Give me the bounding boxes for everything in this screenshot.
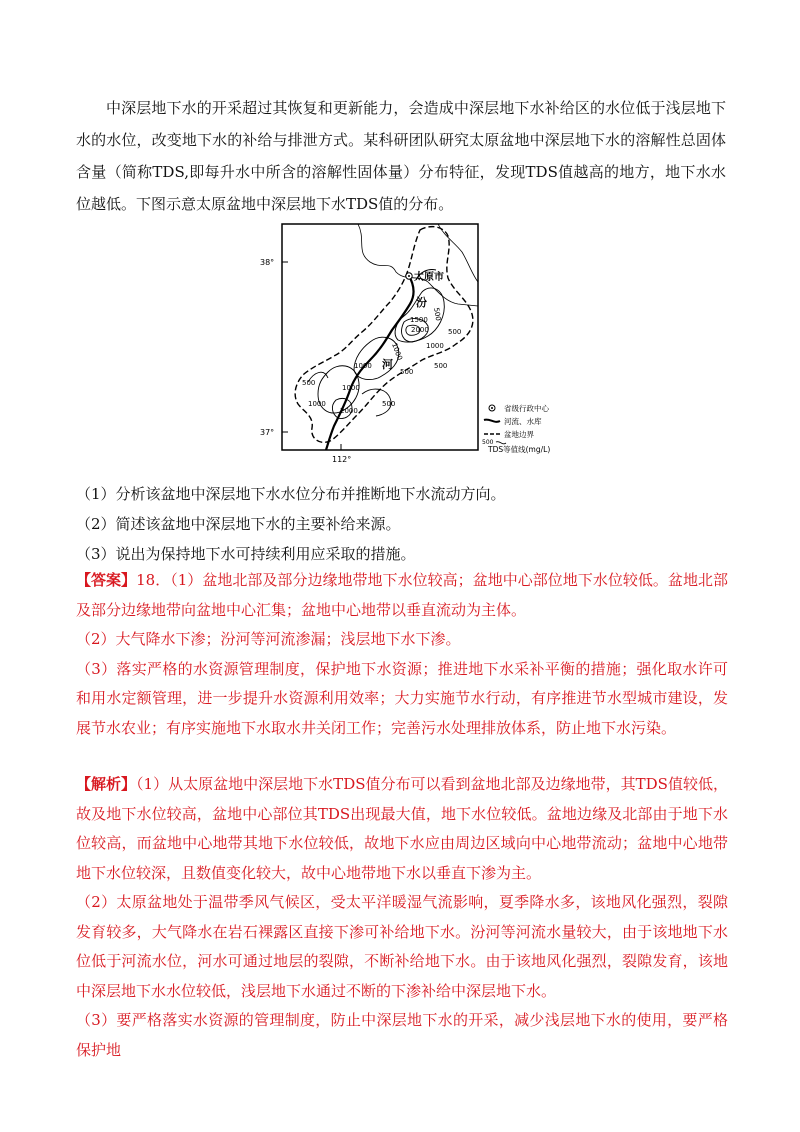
analysis-part-3: （3）要严格落实水资源的管理制度，防止中深层地下水的开采，减少浅层地下水的使用，要严格保护地 bbox=[76, 1011, 728, 1059]
contour-label: 500 bbox=[448, 328, 462, 336]
lon-label: 112° bbox=[332, 455, 352, 464]
contour-label: 1000 bbox=[354, 362, 372, 370]
region-line-northeast bbox=[438, 224, 478, 282]
legend-river-icon bbox=[484, 420, 500, 422]
answer-part-3: （3）落实严格的水资源管理制度，保护地下水资源；推进地下水采补平衡的措施；强化取水许可和用水定额管理，进一步提升水资源利用效率；大力实施节水行动，有序推进节水型城市建设，发展节水农业；有序实施地下水取水井关闭工作；完善污水处理排放体系，防止地下水污染。 bbox=[76, 659, 728, 737]
map-legend bbox=[482, 403, 550, 454]
contour-label: 1500 bbox=[410, 316, 428, 324]
legend-capital-label: 省级行政中心 bbox=[504, 404, 549, 413]
contour-label: 1000 bbox=[308, 400, 326, 408]
legend-contour-icon bbox=[496, 442, 506, 444]
basin-boundary bbox=[295, 227, 473, 443]
contour-label: 500 bbox=[382, 400, 396, 408]
question-1: （1）分析该盆地中深层地下水水位分布并推断地下水流动方向。 bbox=[76, 485, 506, 503]
contour-label: 500 bbox=[400, 368, 414, 376]
question-2: （2）简述该盆地中深层地下水的主要补给来源。 bbox=[76, 515, 401, 533]
answer-part-1: 18．（1）盆地北部及部分边缘地带地下水位较高；盆地中心部位地下水位较低。盆地北部及部分边缘地带向盆地中心汇集；盆地中心地带以垂直流动为主体。 bbox=[76, 571, 728, 619]
analysis-part-1: （1）从太原盆地中深层地下水TDS值分布可以看到盆地北部及边缘地带，其TDS值较低，故及地下水位较高，盆地中心部位其TDS出现最大值，地下水位较低。盆地边缘及北部由于地下水位较高，而盆地中心地带其地下水位较低，故地下水应由周边区域向中心地带流动；盆地中心地带地下水位较深，且数值变化较大，故中心地带地下水以垂直下渗为主。 bbox=[76, 775, 728, 882]
contour-label: 1000 bbox=[342, 384, 360, 392]
legend-river-label: 河流、水库 bbox=[504, 417, 542, 426]
contour-label: 1000 bbox=[390, 341, 404, 362]
answer-section bbox=[76, 566, 728, 743]
intro-paragraph: 中深层地下水的开采超过其恢复和更新能力，会造成中深层地下水补给区的水位低于浅层地下水的水位，改变地下水的补给与排泄方式。某科研团队研究太原盆地中深层地下水的溶解性总固体含量（简称TDS,即每升水中所含的溶解性固体量）分布特征，发现TDS值越高的地方，地下水水位越低。下图示意太原盆地中深层地下水TDS值的分布。 bbox=[76, 99, 726, 213]
answer-part-2: （2）大气降水下渗；汾河等河流渗漏；浅层地下水下渗。 bbox=[76, 630, 461, 648]
lat-bottom-label: 37° bbox=[260, 428, 275, 437]
question-3: （3）说出为保持地下水可持续利用应采取的措施。 bbox=[76, 545, 416, 563]
tds-map-figure bbox=[258, 222, 588, 470]
contour-label: 1000 bbox=[426, 342, 444, 350]
city-label: 太原市 bbox=[414, 272, 444, 283]
answer-tag: 【答案】 bbox=[76, 571, 137, 589]
legend-tds-label: TDS等值线(mg/L) bbox=[488, 445, 551, 454]
tds-map bbox=[258, 222, 588, 470]
contour-label: 500 bbox=[302, 379, 316, 387]
legend-boundary-label: 盆地边界 bbox=[504, 430, 534, 439]
contour-label: 500 bbox=[432, 306, 443, 322]
analysis-tag: 【解析】 bbox=[76, 775, 137, 793]
analysis-section bbox=[76, 770, 728, 1065]
legend-tds-value: 500 bbox=[482, 439, 494, 446]
contour-label: 2000 bbox=[411, 326, 429, 334]
analysis-part-2: （2）太原盆地处于温带季风气候区，受太平洋暖湿气流影响，夏季降水多，该地风化强烈，裂隙发育较多，大气降水在岩石裸露区直接下渗可补给地下水。汾河等河流水量较大，由于该地地下水位低于河流水位，河水可通过地层的裂隙，不断补给地下水。由于该地风化强烈，裂隙发育，该地中深层地下水水位较低，浅层地下水通过不断的下渗补给中深层地下水。 bbox=[76, 893, 728, 1000]
river-label-he: 河 bbox=[382, 358, 393, 371]
lat-top-label: 38° bbox=[260, 258, 275, 267]
contour-label: 500 bbox=[434, 362, 448, 370]
river-label-fen: 汾 bbox=[416, 296, 427, 309]
contour-label: 2000 bbox=[340, 407, 358, 415]
